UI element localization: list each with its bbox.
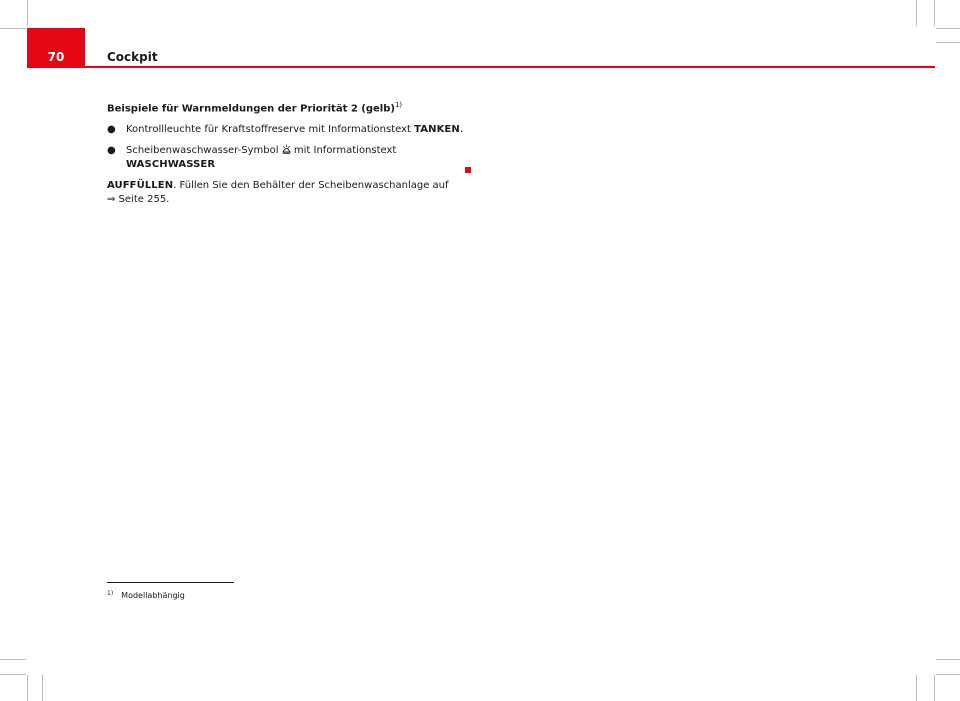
content-section (107, 98, 467, 207)
info-text-waschwasser: WASCHWASSER (126, 159, 216, 171)
page-reference[interactable]: ⇒ Seite 255. (107, 194, 170, 206)
list-item (107, 144, 467, 172)
list-item (107, 123, 467, 137)
crop-mark-br-h (936, 659, 960, 660)
crop-mark-bl-v2 (42, 675, 43, 701)
bullet-icon: ● (107, 145, 116, 157)
crop-mark-bl-h2 (0, 674, 26, 675)
info-text-auffuellen: AUFFÜLLEN (107, 180, 174, 192)
footnote (107, 590, 185, 600)
list-item-text: Kontrollleuchte für Kraftstoffreserve mit Informationstext (126, 124, 411, 136)
list-item-continuation (107, 179, 467, 207)
chapter-title: Cockpit (107, 50, 158, 64)
crop-mark-tl-h (0, 28, 26, 29)
header-rule (27, 66, 935, 68)
footnote-marker: 1) (107, 590, 114, 597)
bullet-icon: ● (107, 124, 116, 136)
crop-mark-tr-v (934, 0, 935, 26)
washer-fluid-icon (282, 144, 291, 154)
crop-mark-br-h2 (936, 674, 960, 675)
crop-mark-tr-h2 (936, 42, 960, 43)
section-heading (107, 98, 467, 116)
crop-mark-tl-v (27, 0, 28, 26)
crop-mark-br-v (934, 675, 935, 701)
crop-mark-tr-h (936, 28, 960, 29)
info-text-tanken: TANKEN (414, 124, 460, 136)
list-item-text-after-icon: mit Informationstext (293, 145, 397, 157)
crop-mark-tr-v2 (916, 0, 917, 26)
footnote-rule (107, 582, 234, 583)
crop-mark-bl-h (0, 659, 26, 660)
list-item-trail: . Füllen Sie den Behälter der Scheibenwaschanlage auf (173, 180, 449, 192)
list-item-trail: . (459, 124, 464, 136)
section-heading-text: Beispiele für Warnmeldungen der Priorität 2 (gelb) (107, 103, 395, 115)
footnote-reference: 1) (394, 101, 403, 109)
section-end-marker (465, 167, 471, 173)
page-number: 70 (47, 50, 65, 64)
list-item-text: Scheibenwaschwasser-Symbol (126, 145, 279, 157)
crop-mark-br-v2 (916, 675, 917, 701)
footnote-text: Modellabhängig (121, 591, 185, 600)
crop-mark-bl-v (27, 675, 28, 701)
